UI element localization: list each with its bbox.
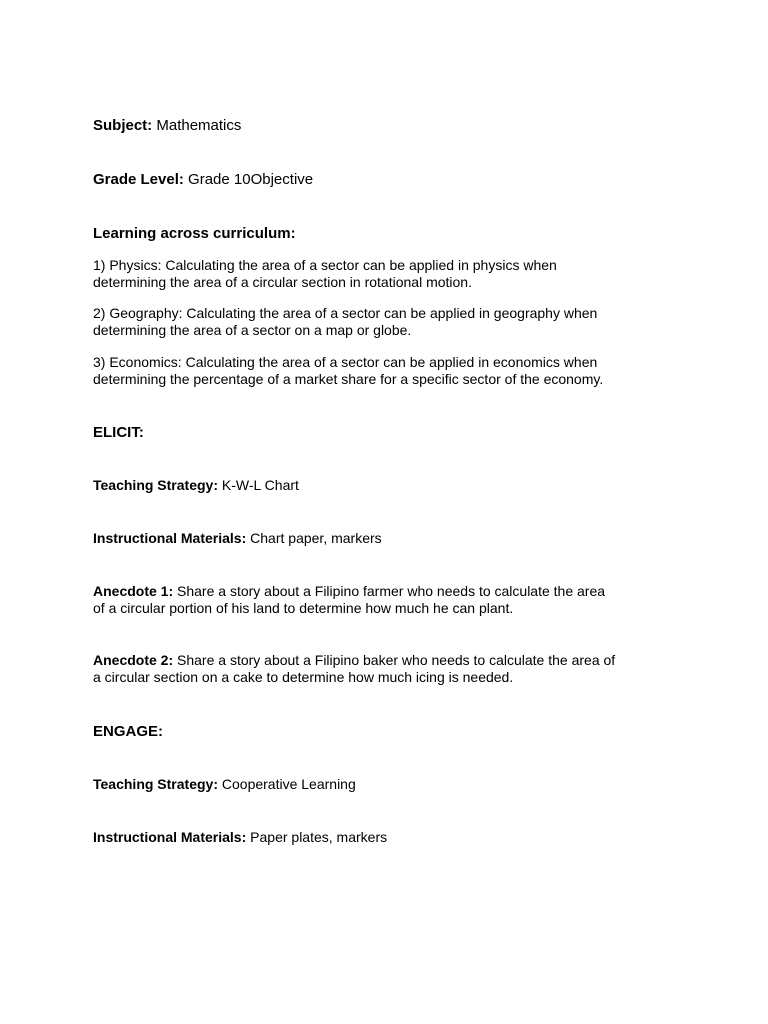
teaching-strategy-label: Teaching Strategy: — [93, 477, 218, 493]
teaching-strategy-value: K-W-L Chart — [221, 477, 299, 493]
engage-heading-text: ENGAGE: — [93, 723, 164, 740]
curriculum-item-line: determining the area of a circular section in rotational motion. — [93, 273, 472, 290]
subject-label: Subject: — [93, 117, 153, 134]
anecdote-line — [93, 652, 693, 669]
grade-level-line — [93, 171, 313, 188]
anecdote-line — [93, 583, 693, 600]
engage-teaching-strategy — [93, 776, 356, 792]
grade-level-label: Grade Level: — [93, 171, 184, 188]
curriculum-item-physics — [93, 257, 693, 290]
engage-instructional-materials — [93, 829, 387, 845]
elicit-instructional-materials — [93, 530, 382, 546]
instructional-materials-label: Instructional Materials: — [93, 530, 247, 546]
anecdote-label: Anecdote 2: — [93, 652, 174, 668]
curriculum-item-geography — [93, 305, 693, 338]
curriculum-item-line: determining the area of a sector on a map or globe. — [93, 321, 412, 338]
elicit-heading-text: ELICIT: — [93, 424, 144, 441]
anecdote-text: Share a story about a Filipino farmer who needs to calculate the area — [177, 583, 606, 599]
learning-across-heading — [93, 225, 296, 242]
elicit-teaching-strategy — [93, 477, 299, 493]
instructional-materials-label: Instructional Materials: — [93, 829, 247, 845]
elicit-anecdote-1 — [93, 583, 693, 616]
anecdote-line: a circular section on a cake to determine how much icing is needed. — [93, 668, 514, 685]
anecdote-line: of a circular portion of his land to determine how much he can plant. — [93, 599, 514, 616]
anecdote-label: Anecdote 1: — [93, 583, 174, 599]
elicit-anecdote-2 — [93, 652, 693, 685]
engage-heading — [93, 723, 163, 740]
grade-level-value: Grade 10Objective — [188, 171, 314, 188]
teaching-strategy-value: Cooperative Learning — [221, 776, 356, 792]
curriculum-item-line: determining the percentage of a market share for a specific sector of the economy. — [93, 370, 604, 387]
curriculum-item-line: 1) Physics: Calculating the area of a sector can be applied in physics when — [93, 257, 557, 273]
elicit-heading — [93, 424, 144, 441]
subject-value: Mathematics — [156, 117, 242, 134]
curriculum-item-economics — [93, 354, 693, 387]
learning-across-heading-text: Learning across curriculum: — [93, 225, 296, 242]
anecdote-text: Share a story about a Filipino baker who needs to calculate the area of — [177, 652, 616, 668]
teaching-strategy-label: Teaching Strategy: — [93, 776, 218, 792]
subject-line — [93, 117, 241, 134]
instructional-materials-value: Chart paper, markers — [250, 530, 382, 546]
instructional-materials-value: Paper plates, markers — [250, 829, 388, 845]
curriculum-item-line: 3) Economics: Calculating the area of a sector can be applied in economics when — [93, 354, 598, 370]
curriculum-item-line: 2) Geography: Calculating the area of a sector can be applied in geography when — [93, 305, 598, 321]
